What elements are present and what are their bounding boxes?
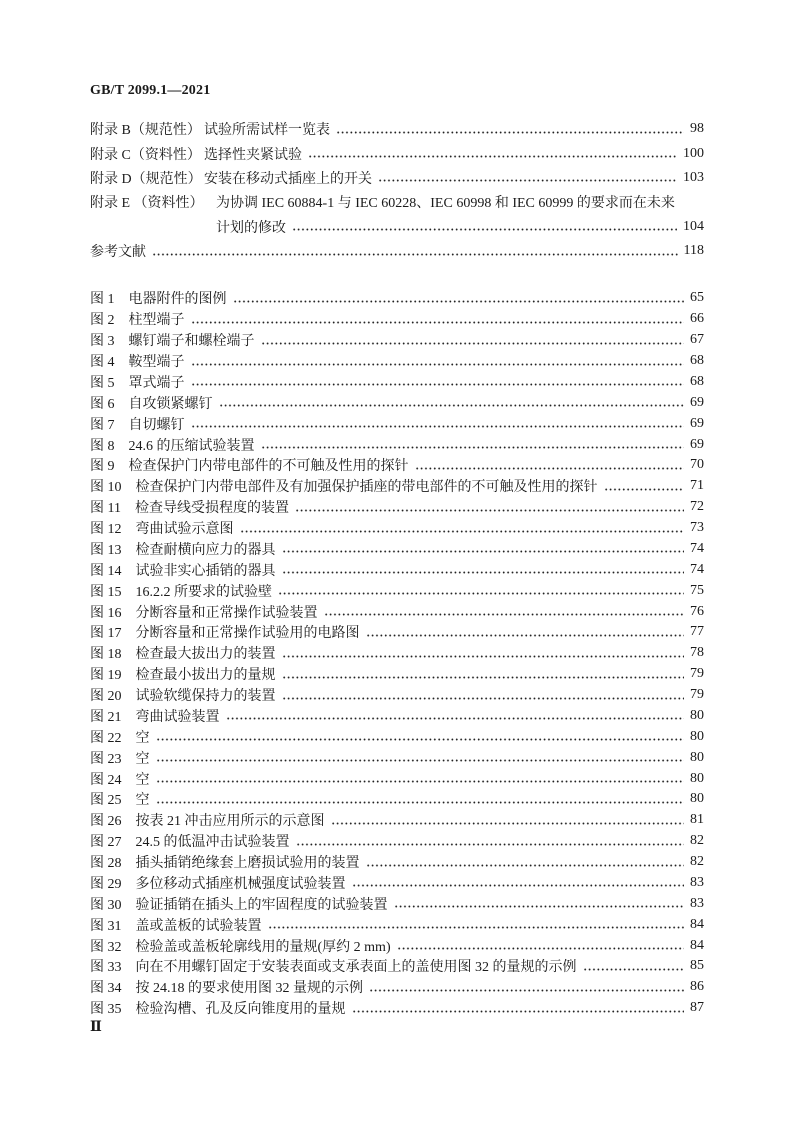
dot-leader (240, 530, 685, 533)
page-number: 98 (690, 121, 704, 137)
page-number: 85 (690, 958, 704, 974)
figure-title: 分断容量和正常操作试验装置 (135, 605, 318, 621)
references-entry (90, 239, 704, 263)
dot-leader (366, 864, 685, 867)
figure-label: 图 29 (90, 876, 122, 892)
figure-label: 图 32 (90, 939, 122, 955)
page-number: 86 (690, 979, 704, 995)
figure-title: 自攻锁紧螺钉 (128, 396, 213, 412)
figure-entry (90, 622, 704, 643)
figure-entry (90, 685, 704, 706)
appendix-title: 安装在移动式插座上的开关 (204, 171, 372, 187)
dot-leader (226, 717, 685, 720)
figure-title: 按 24.18 的要求使用图 32 量规的示例 (135, 981, 363, 997)
dot-leader (296, 843, 685, 846)
page-number: 68 (690, 353, 704, 369)
page-number: 80 (690, 770, 704, 786)
dot-leader (331, 822, 685, 825)
page-number: 103 (683, 169, 704, 185)
dot-leader (415, 467, 685, 470)
dot-leader (324, 613, 685, 616)
footer-page-number: Ⅱ (90, 1019, 102, 1035)
figure-title: 弯曲试验示意图 (135, 522, 234, 538)
appendix-label: 附录 B（规范性） (90, 123, 201, 139)
figure-label: 图 33 (90, 960, 122, 976)
appendix-label: 附录 D（规范性） (90, 171, 202, 187)
figure-title: 鞍型端子 (128, 355, 185, 371)
figure-entry (90, 706, 704, 727)
page-number: 79 (690, 666, 704, 682)
figure-title: 自切螺钉 (128, 417, 185, 433)
appendix-entry-c (90, 141, 704, 165)
figure-title: 螺钉端子和螺栓端子 (128, 334, 255, 350)
dot-leader (282, 550, 685, 553)
figure-title: 试验非实心插销的器具 (135, 563, 276, 579)
dot-leader (219, 404, 685, 407)
dot-leader (233, 300, 685, 303)
appendix-entry-e-continued (90, 215, 704, 239)
figure-label: 图 25 (90, 793, 122, 809)
figure-entry (90, 956, 704, 977)
page-number: 78 (690, 645, 704, 661)
dot-leader (156, 759, 685, 762)
page-number: 74 (690, 540, 704, 556)
figure-label: 图 12 (90, 522, 122, 538)
figure-title: 罩式端子 (128, 375, 185, 391)
page-number: 66 (690, 311, 704, 327)
figure-label: 图 4 (90, 355, 115, 371)
dot-leader (292, 228, 677, 231)
figure-entry (90, 998, 704, 1019)
dot-leader (156, 780, 685, 783)
figure-list (90, 288, 704, 1019)
figure-entry (90, 810, 704, 831)
figure-label: 图 27 (90, 835, 122, 851)
dot-leader (352, 1010, 685, 1013)
figure-label: 图 3 (90, 334, 115, 350)
dot-leader (397, 947, 684, 950)
page-number: 80 (690, 728, 704, 744)
page-number: 80 (690, 791, 704, 807)
appendix-title: 试验所需试样一览表 (204, 123, 330, 139)
page-number: 68 (690, 373, 704, 389)
figure-title: 检查最大拔出力的装置 (135, 647, 276, 663)
figure-title: 弯曲试验装置 (135, 709, 220, 725)
page-number: 84 (690, 916, 704, 932)
dot-leader (378, 179, 677, 182)
figure-entry (90, 455, 704, 476)
appendix-title-line1: 为协调 IEC 60884-1 与 IEC 60228、IEC 60998 和 IEC 60999 的要求而在未来 (216, 196, 675, 212)
page-number: 100 (683, 145, 704, 161)
dot-leader (295, 509, 684, 512)
page-number: 83 (690, 895, 704, 911)
page-number: 87 (690, 1000, 704, 1016)
figure-title: 检查耐横向应力的器具 (135, 542, 276, 558)
figure-title: 检查最小拔出力的量规 (135, 668, 276, 684)
figure-entry (90, 413, 704, 434)
appendix-entry-b (90, 117, 704, 141)
page-number: 69 (690, 394, 704, 410)
figure-title: 检查保护门内带电部件的不可触及性用的探针 (128, 459, 409, 475)
page-number: 76 (690, 603, 704, 619)
dot-leader (604, 488, 685, 491)
figure-label: 图 31 (90, 918, 122, 934)
figure-title: 检验沟槽、孔及反向锥度用的量规 (135, 1002, 346, 1018)
dot-leader (308, 155, 677, 158)
figure-label: 图 8 (90, 438, 115, 454)
standard-number: GB/T 2099.1—2021 (90, 83, 211, 98)
appendix-list (90, 117, 704, 263)
page-number: 82 (690, 833, 704, 849)
figure-label: 图 19 (90, 668, 122, 684)
figure-entry (90, 392, 704, 413)
figure-entry (90, 935, 704, 956)
figure-entry (90, 497, 704, 518)
figure-label: 图 20 (90, 689, 122, 705)
figure-title: 检查导线受损程度的装置 (134, 501, 289, 517)
appendix-entry-e (90, 190, 704, 214)
figure-title: 盖或盖板的试验装置 (135, 918, 262, 934)
figure-title: 检验盖或盖板轮廓线用的量规(厚约 2 mm) (135, 939, 391, 955)
dot-leader (191, 363, 685, 366)
appendix-title: 选择性夹紧试验 (204, 147, 302, 163)
figure-title: 24.6 的压缩试验装置 (128, 438, 255, 454)
figure-entry (90, 351, 704, 372)
figure-entry (90, 852, 704, 873)
figure-title: 试验软缆保持力的装置 (135, 689, 276, 705)
dot-leader (261, 342, 685, 345)
figure-label: 图 16 (90, 605, 122, 621)
figure-label: 图 28 (90, 856, 122, 872)
figure-label: 图 7 (90, 417, 115, 433)
references-title: 参考文献 (90, 245, 146, 261)
appendix-label: 附录 C（资料性） (90, 147, 201, 163)
figure-label: 图 1 (90, 292, 115, 308)
figure-title: 分断容量和正常操作试验用的电路图 (135, 626, 360, 642)
figure-entry (90, 768, 704, 789)
figure-label: 图 30 (90, 897, 122, 913)
figure-title: 按表 21 冲击应用所示的示意图 (135, 814, 325, 830)
figure-label: 图 5 (90, 375, 115, 391)
figure-label: 图 35 (90, 1002, 122, 1018)
dot-leader (282, 676, 685, 679)
figure-entry (90, 914, 704, 935)
figure-entry (90, 664, 704, 685)
figure-entry (90, 434, 704, 455)
figure-entry (90, 330, 704, 351)
appendix-title-line2: 计划的修改 (216, 220, 286, 236)
figure-label: 图 13 (90, 542, 122, 558)
figure-title: 检查保护门内带电部件及有加强保护插座的带电部件的不可触及性用的探针 (135, 480, 598, 496)
page-number: 70 (690, 457, 704, 473)
appendix-label: 附录 E （资料性） (90, 196, 204, 212)
dot-leader (282, 697, 685, 700)
figure-title: 柱型端子 (128, 313, 185, 329)
figure-title: 空 (135, 730, 150, 746)
figure-entry (90, 977, 704, 998)
figure-entry (90, 789, 704, 810)
figure-title: 空 (135, 772, 150, 788)
figure-title: 空 (135, 793, 150, 809)
page-number: 74 (690, 561, 704, 577)
dot-leader (282, 571, 685, 574)
dot-leader (366, 634, 685, 637)
figure-entry (90, 539, 704, 560)
figure-entry (90, 518, 704, 539)
dot-leader (394, 905, 685, 908)
figure-entry (90, 601, 704, 622)
figure-title: 验证插销在插头上的牢固程度的试验装置 (135, 897, 388, 913)
figure-label: 图 11 (90, 501, 121, 517)
dot-leader (152, 253, 678, 256)
figure-title: 16.2.2 所要求的试验壁 (135, 584, 272, 600)
figure-label: 图 9 (90, 459, 115, 475)
figure-entry (90, 580, 704, 601)
page-number: 69 (690, 415, 704, 431)
figure-label: 图 23 (90, 751, 122, 767)
page-number: 80 (690, 707, 704, 723)
figure-label: 图 18 (90, 647, 122, 663)
dot-leader (156, 738, 685, 741)
figure-entry (90, 831, 704, 852)
dot-leader (282, 655, 685, 658)
page-number: 82 (690, 854, 704, 870)
dot-leader (191, 321, 685, 324)
dot-leader (583, 968, 685, 971)
page-number: 77 (690, 624, 704, 640)
figure-entry (90, 559, 704, 580)
page-number: 118 (683, 243, 704, 259)
page-number: 72 (690, 499, 704, 515)
page-number: 71 (690, 478, 704, 494)
page-number: 65 (690, 290, 704, 306)
figure-entry (90, 476, 704, 497)
figure-label: 图 15 (90, 584, 122, 600)
page-number: 84 (690, 937, 704, 953)
figure-title: 多位移动式插座机械强度试验装置 (135, 876, 346, 892)
dot-leader (191, 425, 685, 428)
figure-label: 图 2 (90, 313, 115, 329)
appendix-entry-d (90, 166, 704, 190)
dot-leader (268, 926, 685, 929)
figure-entry (90, 309, 704, 330)
figure-label: 图 17 (90, 626, 122, 642)
figure-label: 图 24 (90, 772, 122, 788)
figure-label: 图 26 (90, 814, 122, 830)
page-number: 79 (690, 687, 704, 703)
figure-title: 向在不用螺钉固定于安装表面或支承表面上的盖使用图 32 的量规的示例 (135, 960, 577, 976)
dot-leader (191, 383, 685, 386)
dot-leader (369, 989, 684, 992)
figure-title: 插头插销绝缘套上磨损试验用的装置 (135, 856, 360, 872)
figure-label: 图 34 (90, 981, 122, 997)
page-number: 73 (690, 520, 704, 536)
page-number: 69 (690, 436, 704, 452)
figure-entry (90, 873, 704, 894)
page-number: 80 (690, 749, 704, 765)
dot-leader (261, 446, 685, 449)
figure-label: 图 22 (90, 730, 122, 746)
figure-entry (90, 747, 704, 768)
page-number: 83 (690, 874, 704, 890)
figure-label: 图 10 (90, 480, 122, 496)
dot-leader (278, 592, 684, 595)
figure-label: 图 14 (90, 563, 122, 579)
figure-entry (90, 643, 704, 664)
figure-label: 图 21 (90, 709, 122, 725)
figure-title: 24.5 的低温冲击试验装置 (135, 835, 290, 851)
page-number: 75 (690, 582, 704, 598)
page-number: 104 (683, 218, 704, 234)
figure-entry (90, 726, 704, 747)
figure-entry (90, 288, 704, 309)
figure-title: 空 (135, 751, 150, 767)
figure-label: 图 6 (90, 396, 115, 412)
figure-entry (90, 372, 704, 393)
dot-leader (156, 801, 685, 804)
dot-leader (336, 131, 684, 134)
figure-entry (90, 893, 704, 914)
page-number: 67 (690, 332, 704, 348)
dot-leader (352, 884, 685, 887)
figure-title: 电器附件的图例 (128, 292, 227, 308)
page-number: 81 (690, 812, 704, 828)
